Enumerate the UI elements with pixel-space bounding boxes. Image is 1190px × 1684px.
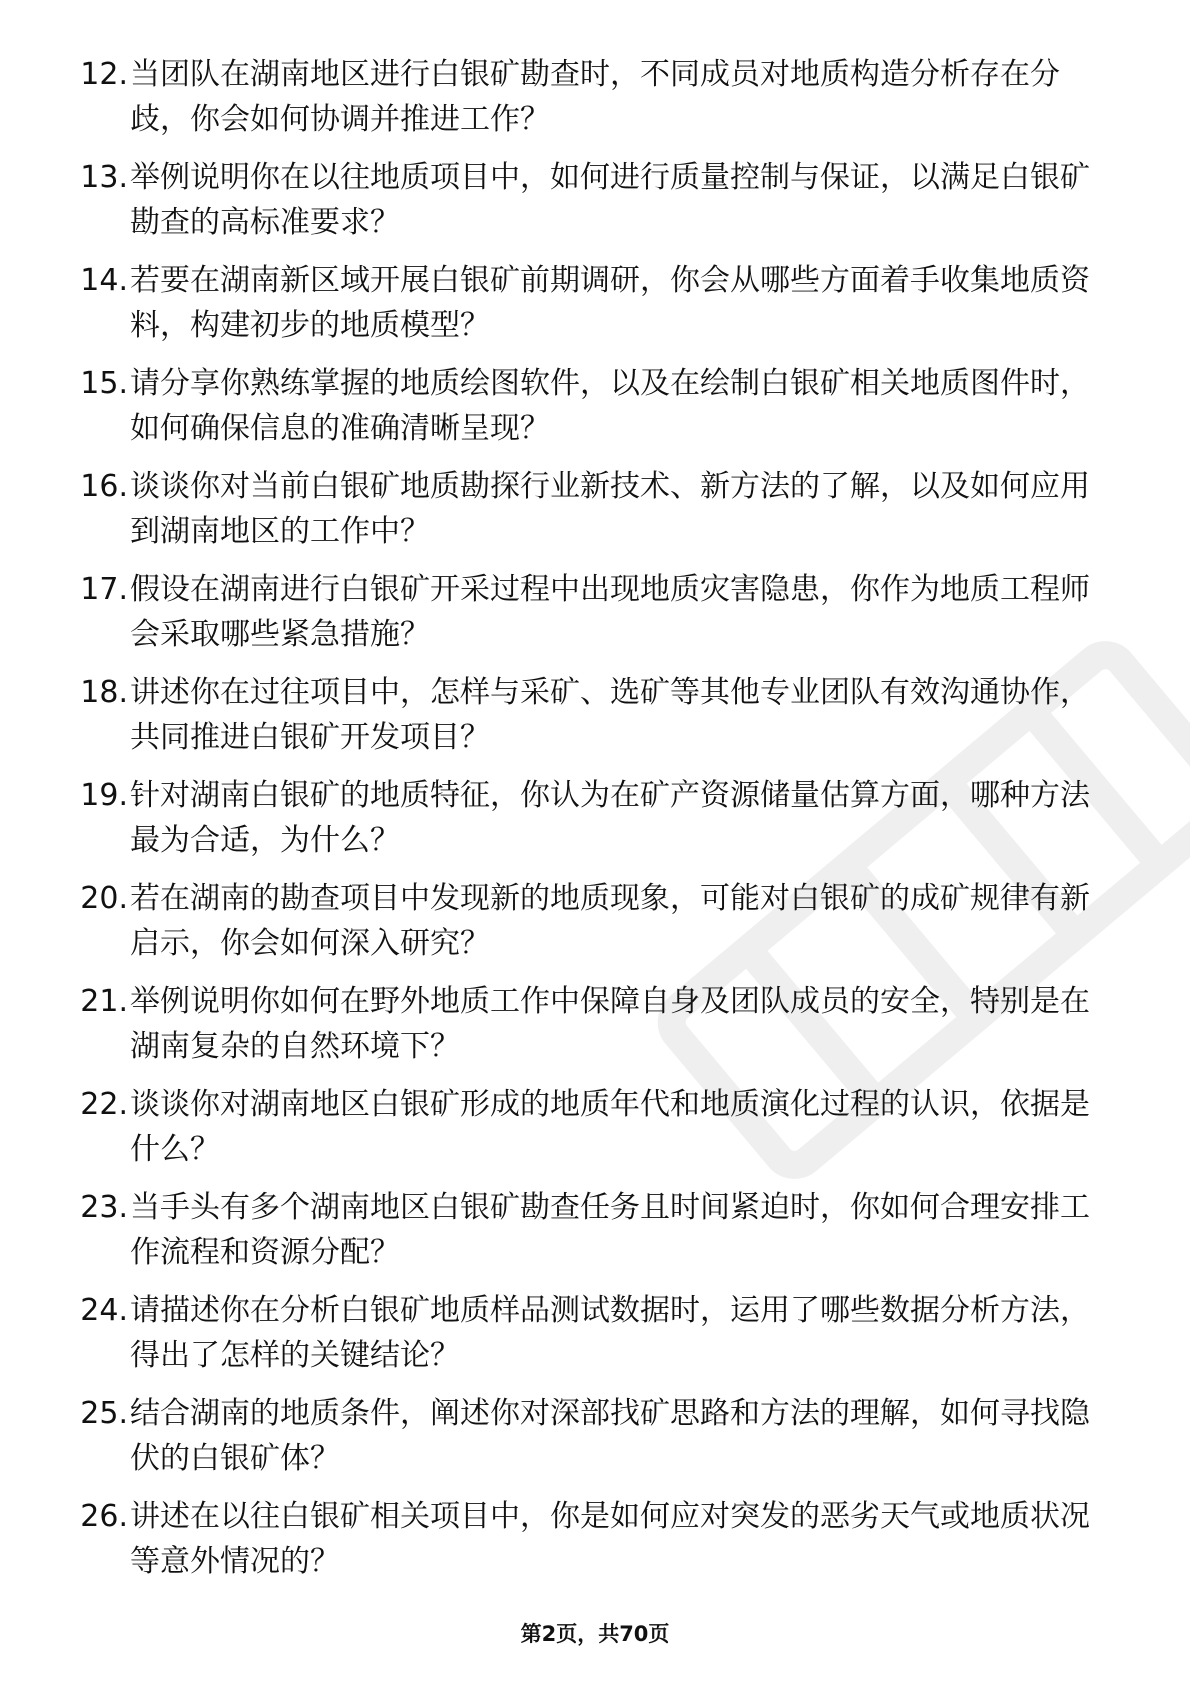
question-text: 当团队在湖南地区进行白银矿勘查时，不同成员对地质构造分析存在分歧，你会如何协调并推进工作？ — [130, 57, 1060, 137]
question-number: 17. — [80, 572, 128, 607]
question-item — [58, 567, 1118, 670]
question-item — [58, 876, 1118, 979]
question-item — [58, 773, 1118, 876]
question-number: 23. — [80, 1190, 128, 1225]
page-number: 第2页，共70页 — [520, 1622, 670, 1646]
question-number: 22. — [80, 1087, 128, 1122]
question-list — [58, 52, 1118, 1597]
question-text: 讲述在以往白银矿相关项目中，你是如何应对突发的恶劣天气或地质状况等意外情况的？ — [130, 1499, 1090, 1579]
question-text: 当手头有多个湖南地区白银矿勘查任务且时间紧迫时，你如何合理安排工作流程和资源分配？ — [130, 1190, 1090, 1270]
question-text: 举例说明你在以往地质项目中，如何进行质量控制与保证，以满足白银矿勘查的高标准要求？ — [130, 160, 1090, 240]
question-item — [58, 1288, 1118, 1391]
question-text: 针对湖南白银矿的地质特征，你认为在矿产资源储量估算方面，哪种方法最为合适，为什么？ — [130, 778, 1090, 858]
question-item — [58, 155, 1118, 258]
question-text: 假设在湖南进行白银矿开采过程中出现地质灾害隐患，你作为地质工程师会采取哪些紧急措施？ — [130, 572, 1090, 652]
question-number: 18. — [80, 675, 128, 710]
question-text: 讲述你在过往项目中，怎样与采矿、选矿等其他专业团队有效沟通协作，共同推进白银矿开发项目？ — [130, 675, 1090, 755]
question-number: 21. — [80, 984, 128, 1019]
question-text: 举例说明你如何在野外地质工作中保障自身及团队成员的安全，特别是在湖南复杂的自然环境下？ — [130, 984, 1090, 1064]
question-item — [58, 1391, 1118, 1494]
question-number: 13. — [80, 160, 128, 195]
question-item — [58, 361, 1118, 464]
question-item — [58, 1494, 1118, 1597]
question-item — [58, 1082, 1118, 1185]
question-item — [58, 52, 1118, 155]
question-item — [58, 979, 1118, 1082]
question-text: 谈谈你对湖南地区白银矿形成的地质年代和地质演化过程的认识，依据是什么？ — [130, 1087, 1090, 1167]
question-number: 24. — [80, 1293, 128, 1328]
question-number: 15. — [80, 366, 128, 401]
question-text: 请描述你在分析白银矿地质样品测试数据时，运用了哪些数据分析方法，得出了怎样的关键结论？ — [130, 1293, 1090, 1373]
question-number: 20. — [80, 881, 128, 916]
question-number: 16. — [80, 469, 128, 504]
question-text: 结合湖南的地质条件，阐述你对深部找矿思路和方法的理解，如何寻找隐伏的白银矿体？ — [130, 1396, 1090, 1476]
question-item — [58, 464, 1118, 567]
question-item — [58, 258, 1118, 361]
question-text: 若要在湖南新区域开展白银矿前期调研，你会从哪些方面着手收集地质资料，构建初步的地质模型？ — [130, 263, 1090, 343]
question-item — [58, 670, 1118, 773]
question-text: 谈谈你对当前白银矿地质勘探行业新技术、新方法的了解，以及如何应用到湖南地区的工作中？ — [130, 469, 1090, 549]
question-item — [58, 1185, 1118, 1288]
question-text: 请分享你熟练掌握的地质绘图软件，以及在绘制白银矿相关地质图件时，如何确保信息的准确清晰呈现？ — [130, 366, 1090, 446]
question-number: 26. — [80, 1499, 128, 1534]
question-number: 25. — [80, 1396, 128, 1431]
question-number: 19. — [80, 778, 128, 813]
question-text: 若在湖南的勘查项目中发现新的地质现象，可能对白银矿的成矿规律有新启示，你会如何深入研究？ — [130, 881, 1090, 961]
question-number: 12. — [80, 57, 128, 92]
question-number: 14. — [80, 263, 128, 298]
